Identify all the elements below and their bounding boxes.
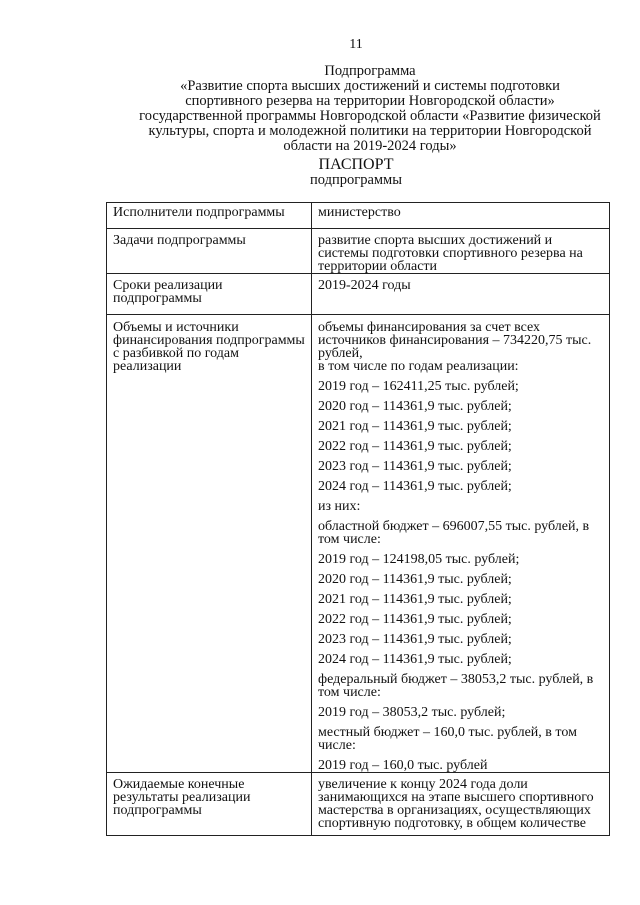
row-label-cell (107, 274, 312, 315)
passport-table (106, 202, 610, 836)
tasks-label: Задачи подпрограммы (113, 233, 246, 248)
finance-line: 2024 год – 114361,9 тыс. рублей; (318, 479, 512, 494)
row-value-cell (312, 773, 610, 836)
executors-value: министерство (318, 205, 401, 220)
table-row (107, 274, 610, 315)
heading-line: культуры, спорта и молодежной политики на территории Новгородской (148, 123, 592, 139)
row-label-cell (107, 229, 312, 274)
finance-line: 2021 год – 114361,9 тыс. рублей; (318, 592, 512, 607)
page-number: 11 (349, 37, 363, 52)
row-label-cell (107, 203, 312, 229)
finance-line: объемы финансирования за счет всех источников финансирования – 734220,75 тыс. рублей, (318, 320, 592, 361)
row-value-cell (312, 315, 610, 773)
finance-line: 2022 год – 114361,9 тыс. рублей; (318, 612, 512, 627)
heading-line: Подпрограмма (324, 63, 416, 79)
row-label-cell (107, 773, 312, 836)
finance-line: 2023 год – 114361,9 тыс. рублей; (318, 632, 512, 647)
row-value-cell (312, 274, 610, 315)
heading-line: области на 2019-2024 годы» (283, 138, 457, 154)
row-value-cell (312, 203, 610, 229)
passport-title: ПАСПОРТ (318, 156, 394, 173)
finance-line: 2022 год – 114361,9 тыс. рублей; (318, 439, 512, 454)
finance-line: местный бюджет – 160,0 тыс. рублей, в том числе: (318, 725, 577, 753)
finance-list (318, 315, 605, 772)
finance-line: в том числе по годам реализации: (318, 359, 519, 374)
heading-line: спортивного резерва на территории Новгородской области» (185, 93, 555, 109)
terms-label: Сроки реализации подпрограммы (113, 278, 223, 306)
heading-line: государственной программы Новгородской области «Развитие физической (139, 108, 601, 124)
results-label: Ожидаемые конечные результаты реализации подпрограммы (113, 777, 251, 818)
finance-line: 2021 год – 114361,9 тыс. рублей; (318, 419, 512, 434)
finance-line: 2020 год – 114361,9 тыс. рублей; (318, 399, 512, 414)
executors-label: Исполнители подпрограммы (113, 205, 285, 220)
finance-line: 2019 год – 162411,25 тыс. рублей; (318, 379, 519, 394)
finance-label: Объемы и источники финансирования подпрограммы с разбивкой по годам реализации (113, 320, 305, 374)
terms-value: 2019-2024 годы (318, 278, 411, 293)
heading-line: «Развитие спорта высших достижений и системы подготовки (180, 78, 560, 94)
finance-line: 2024 год – 114361,9 тыс. рублей; (318, 652, 512, 667)
finance-line: 2019 год – 38053,2 тыс. рублей; (318, 705, 506, 720)
table-row (107, 229, 610, 274)
finance-line: 2019 год – 124198,05 тыс. рублей; (318, 552, 520, 567)
row-value-cell (312, 229, 610, 274)
subprogram-heading (118, 64, 622, 154)
tasks-value: развитие спорта высших достижений и системы подготовки спортивного резерва на территории области (318, 233, 583, 274)
table-row (107, 203, 610, 229)
table-row (107, 773, 610, 836)
finance-line: областной бюджет – 696007,55 тыс. рублей, в том числе: (318, 519, 590, 547)
passport-subtitle: подпрограммы (310, 172, 402, 188)
finance-line: 2019 год – 160,0 тыс. рублей (318, 758, 488, 773)
table-row (107, 315, 610, 773)
row-label-cell (107, 315, 312, 773)
finance-line: из них: (318, 499, 361, 514)
results-value: увеличение к концу 2024 года доли занимающихся на этапе высшего спортивного мастерства в организациях, осуществляющих спортивную подготовку, в общем количестве (318, 777, 594, 831)
finance-line: 2020 год – 114361,9 тыс. рублей; (318, 572, 512, 587)
finance-line: федеральный бюджет – 38053,2 тыс. рублей, в том числе: (318, 672, 594, 700)
finance-line: 2023 год – 114361,9 тыс. рублей; (318, 459, 512, 474)
